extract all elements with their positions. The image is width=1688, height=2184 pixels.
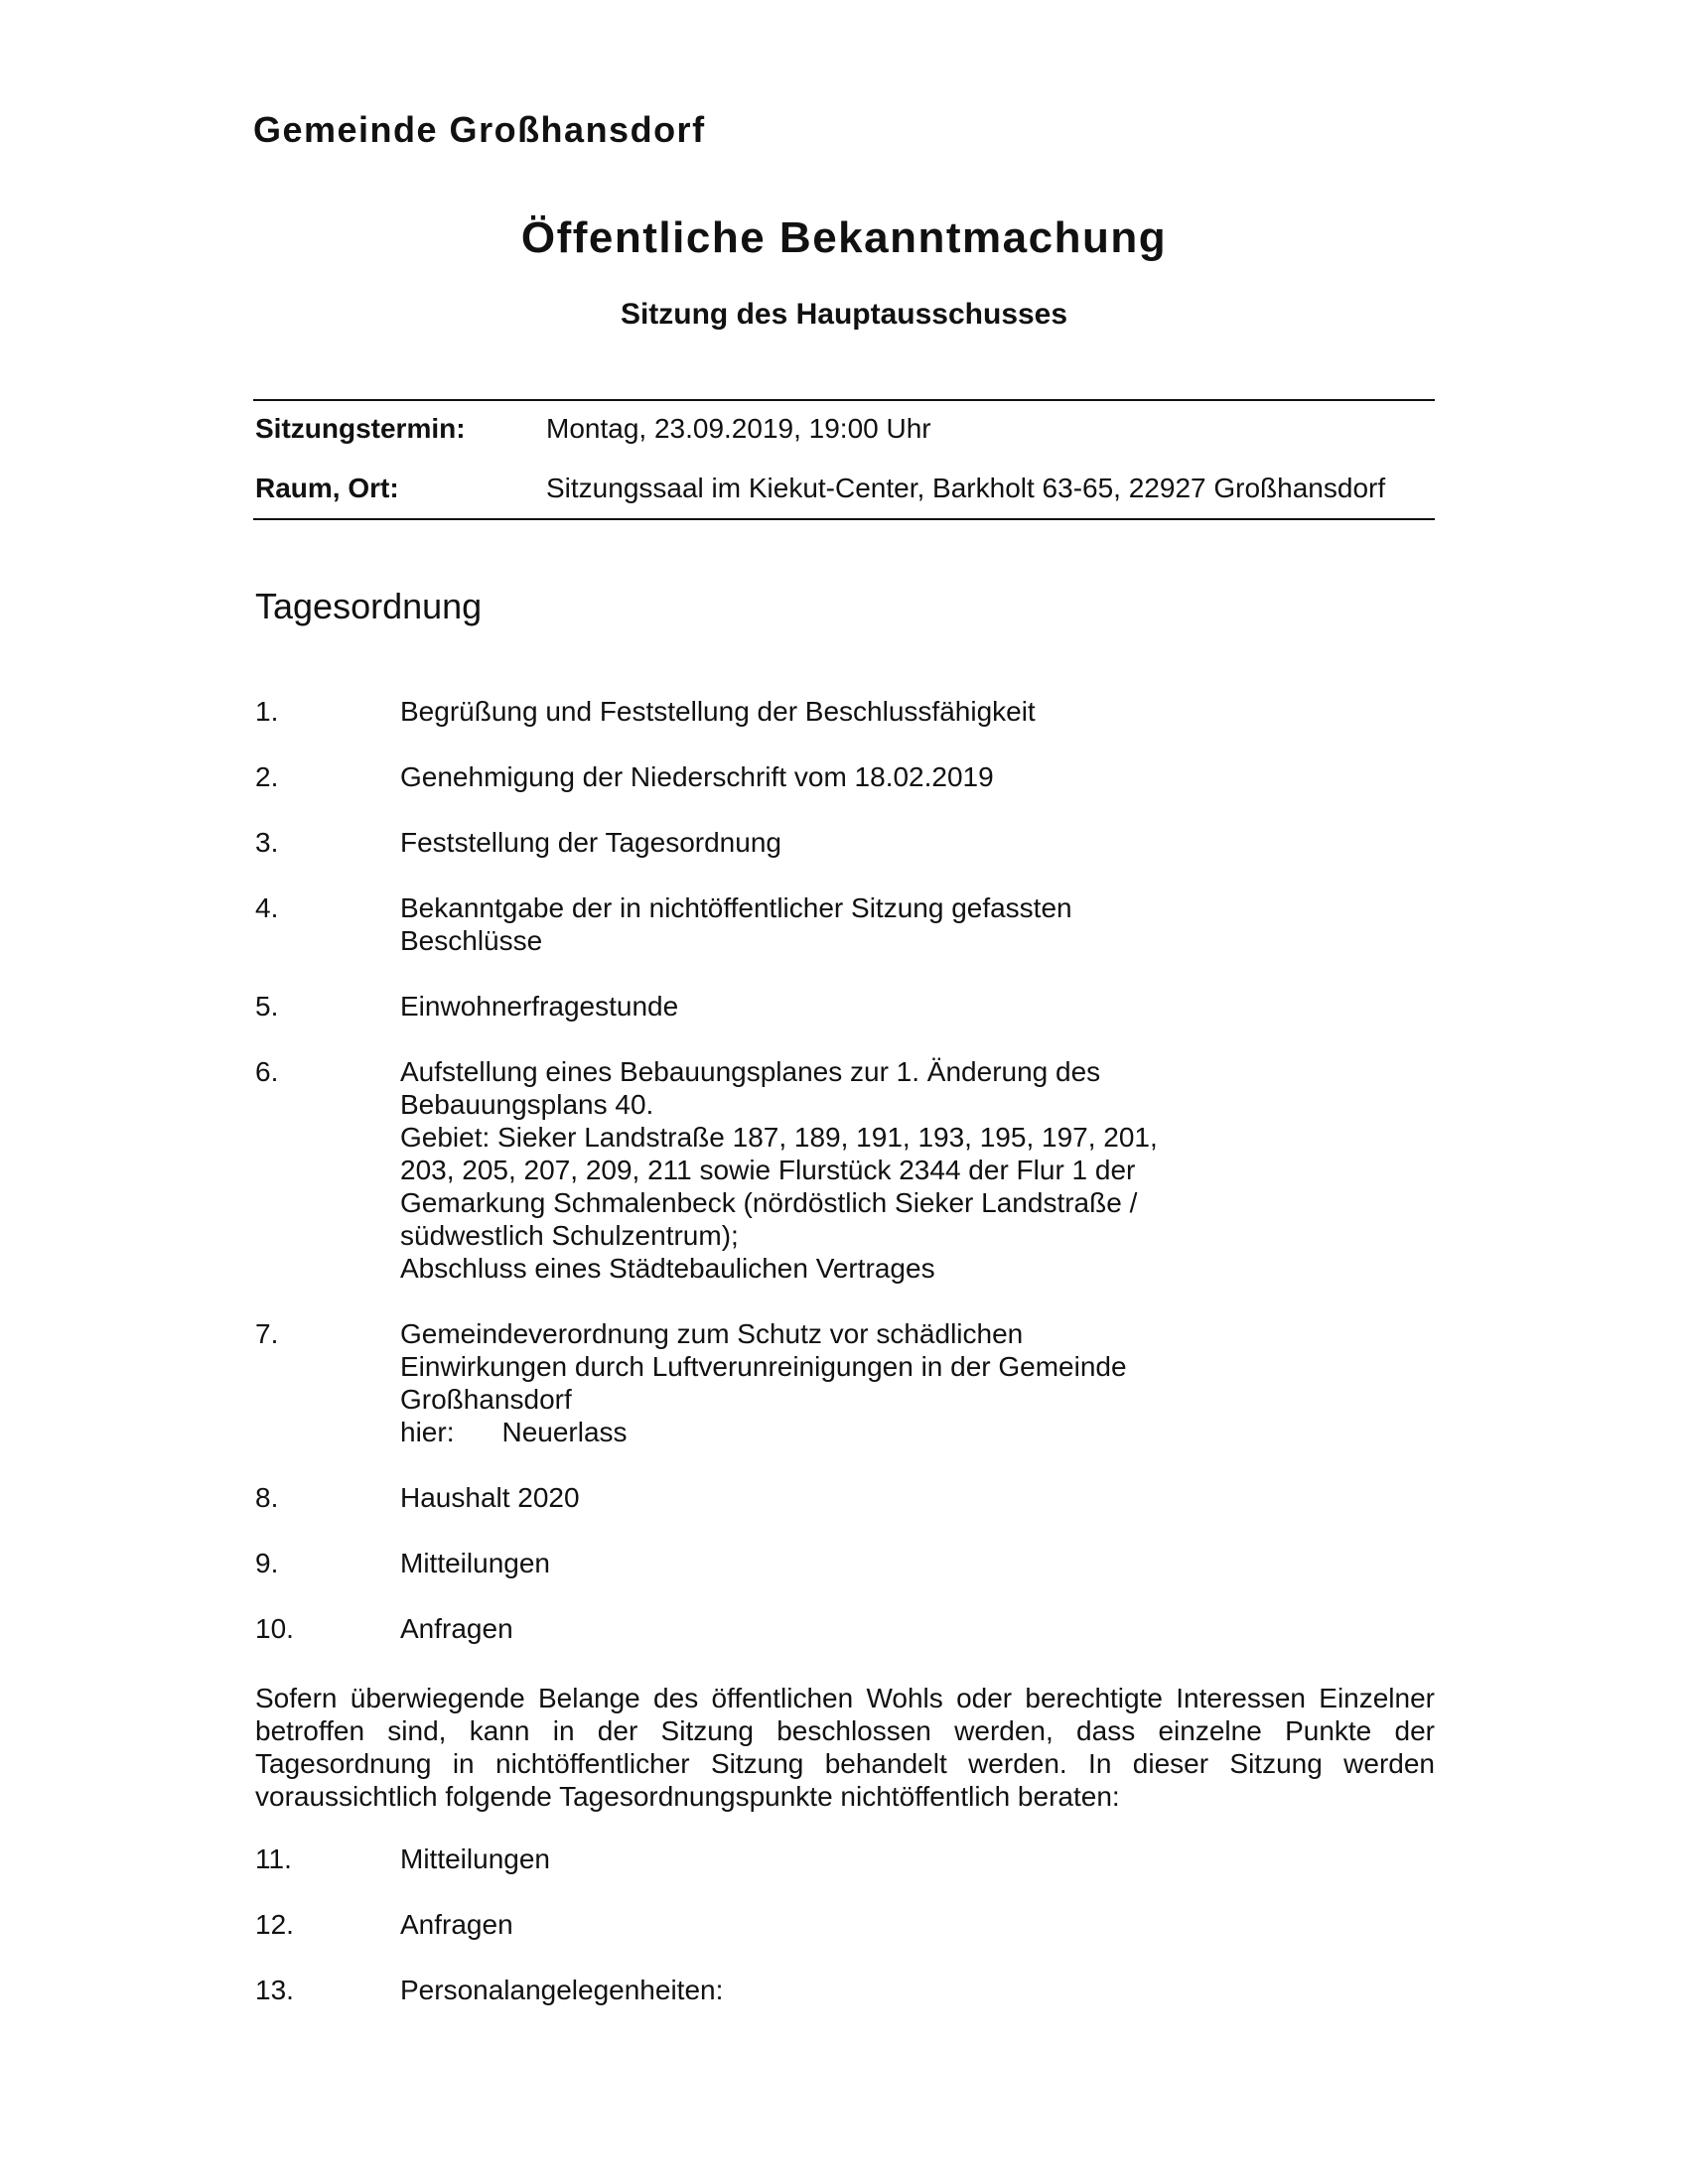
agenda-item-number: 3. — [255, 827, 279, 858]
meeting-date-label: Sitzungstermin: — [255, 413, 466, 444]
agenda-item-number: 7. — [255, 1318, 279, 1349]
agenda-item-text — [400, 760, 1294, 793]
agenda-item-number: 9. — [255, 1548, 279, 1578]
meeting-place-value: Sitzungssaal im Kiekut-Center, Barkholt 63-65, 22927 Großhansdorf — [546, 473, 1386, 503]
agenda-item-text — [400, 1908, 1294, 1941]
agenda-item-line: Anfragen — [400, 1613, 513, 1644]
bottom-divider — [253, 518, 1435, 520]
agenda-item-line: Bekanntgabe der in nichtöffentlicher Sitzung gefassten — [400, 892, 1072, 923]
agenda-item-number: 11. — [255, 1843, 292, 1874]
agenda-item-line: Personalangelegenheiten: — [400, 1975, 724, 2005]
agenda-item-line: 203, 205, 207, 209, 211 sowie Flurstück 2344 der Flur 1 der — [400, 1155, 1136, 1185]
agenda-item-text — [400, 1055, 1294, 1285]
agenda-item-line: südwestlich Schulzentrum); — [400, 1220, 739, 1251]
meeting-place-label: Raum, Ort: — [255, 473, 399, 503]
agenda-item-line: Gemeindeverordnung zum Schutz vor schädlichen — [400, 1318, 1024, 1349]
page-subtitle: Sitzung des Hauptausschusses — [620, 298, 1068, 331]
agenda-item-text — [400, 891, 1294, 957]
agenda-item-line: Genehmigung der Niederschrift vom 18.02.2019 — [400, 761, 994, 792]
agenda-item-number: 1. — [255, 696, 279, 727]
agenda-item-line: Gebiet: Sieker Landstraße 187, 189, 191, 193, 195, 197, 201, — [400, 1122, 1158, 1153]
agenda-item-text — [400, 1547, 1294, 1579]
agenda-item-line: Mitteilungen — [400, 1843, 550, 1874]
agenda-item-text — [400, 1843, 1294, 1875]
agenda-item-line: Einwirkungen durch Luftverunreinigungen in der Gemeinde — [400, 1351, 1127, 1382]
hier-value: Neuerlass — [501, 1417, 628, 1447]
agenda-item-number: 2. — [255, 761, 279, 792]
agenda-item-text — [400, 990, 1294, 1023]
agenda-item-hier-line — [400, 1416, 1294, 1448]
municipality-name: Gemeinde Großhansdorf — [253, 109, 706, 150]
agenda-item-number: 6. — [255, 1056, 279, 1087]
agenda-item-text — [400, 1481, 1294, 1514]
agenda-item-line: Gemarkung Schmalenbeck (nördöstlich Sieker Landstraße / — [400, 1187, 1138, 1218]
agenda-item-line: Feststellung der Tagesordnung — [400, 827, 781, 858]
agenda-item-number: 5. — [255, 991, 279, 1022]
agenda-item-line: Begrüßung und Feststellung der Beschlussfähigkeit — [400, 696, 1036, 727]
agenda-item-line: Einwohnerfragestunde — [400, 991, 679, 1022]
agenda-item-line: Anfragen — [400, 1909, 513, 1940]
agenda-item-number: 4. — [255, 892, 279, 923]
nonpublic-notice-paragraph: Sofern überwiegende Belange des öffentlichen Wohls oder berechtigte Interessen Einzelner betroffen sind, kann in der Sitzung beschlossen werden, dass einzelne Punkte der Tagesordnung in nichtöffentlicher Sitzung behandelt werden. In dieser Sitzung werden voraussichtlich folgende Tagesordnungspunkte nichtöffentlich beraten: — [255, 1683, 1435, 1812]
agenda-item-line: Beschlüsse — [400, 925, 543, 956]
page-title: Öffentliche Bekanntmachung — [520, 213, 1168, 262]
agenda-item-line: Mitteilungen — [400, 1548, 550, 1578]
meeting-date-value: Montag, 23.09.2019, 19:00 Uhr — [546, 413, 931, 444]
hier-label: hier: — [400, 1417, 455, 1447]
agenda-item-number: 10. — [255, 1613, 294, 1644]
agenda-item-text — [400, 1317, 1294, 1448]
agenda-item-number: 8. — [255, 1482, 279, 1513]
top-divider — [253, 399, 1435, 401]
agenda-item-text — [400, 1612, 1294, 1645]
agenda-item-text — [400, 695, 1294, 728]
agenda-item-number: 13. — [255, 1975, 294, 2005]
agenda-item-line: Großhansdorf — [400, 1384, 572, 1415]
agenda-item-line: Haushalt 2020 — [400, 1482, 580, 1513]
agenda-heading: Tagesordnung — [255, 586, 483, 626]
agenda-item-text — [400, 1974, 1294, 2006]
agenda-item-text — [400, 826, 1294, 859]
agenda-item-line: Aufstellung eines Bebauungsplanes zur 1. Änderung des — [400, 1056, 1101, 1087]
agenda-item-line: Bebauungsplans 40. — [400, 1089, 654, 1120]
agenda-item-number: 12. — [255, 1909, 294, 1940]
agenda-item-line: Abschluss eines Städtebaulichen Vertrages — [400, 1253, 935, 1284]
